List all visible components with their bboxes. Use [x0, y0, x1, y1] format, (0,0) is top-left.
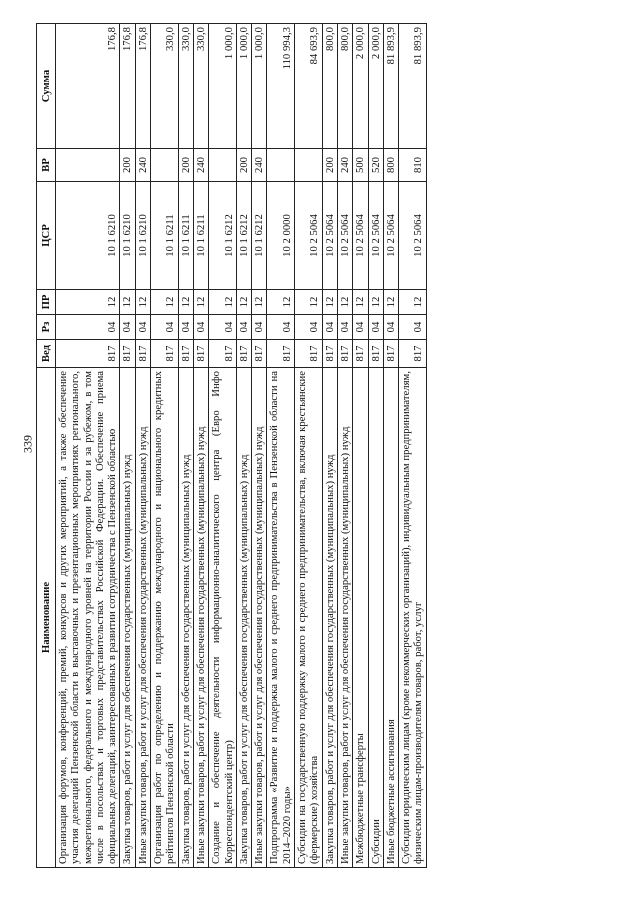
cell-csr: 10 1 6211	[178, 182, 193, 290]
rotated-table-container	[36, 24, 549, 868]
cell-csr: 10 2 5064	[368, 182, 383, 290]
table-row	[337, 24, 352, 868]
cell-vr	[209, 149, 237, 182]
cell-name: Организация форумов, конференций, премий, конкурсов и других мероприятий, а также обеспечение участия делегаций Пензенской области в выставочных и презентационных мероприятиях регионального, межрегионального, федерального и международного уровней на территории России и за рубежом, в том числе в посольствах и торговых представительствах Российской Федерации. Обеспечение приема официальных делегаций, заинтересованных в развитии сотрудничества с Пензенской областью	[56, 368, 120, 868]
table-row	[399, 24, 427, 868]
cell-vr	[267, 149, 295, 182]
cell-rz: 04	[295, 315, 323, 340]
cell-pr: 12	[193, 290, 208, 315]
cell-vr: 240	[135, 149, 150, 182]
cell-vr	[56, 149, 120, 182]
cell-sum: 81 893,9	[383, 24, 398, 149]
cell-vr: 500	[353, 149, 368, 182]
cell-name: Иные закупки товаров, работ и услуг для обеспечения государственных (муниципальных) нужд	[337, 368, 352, 868]
cell-pr: 12	[151, 290, 179, 315]
cell-ved: 817	[120, 340, 135, 368]
cell-sum: 110 994,3	[267, 24, 295, 149]
cell-name: Закупка товаров, работ и услуг для обеспечения государственных (муниципальных) нужд	[120, 368, 135, 868]
cell-pr: 12	[353, 290, 368, 315]
header-csr: ЦСР	[37, 182, 56, 290]
cell-sum: 1 000,0	[209, 24, 237, 149]
cell-vr	[151, 149, 179, 182]
cell-sum: 800,0	[322, 24, 337, 149]
cell-pr: 12	[56, 290, 120, 315]
cell-csr: 10 2 0000	[267, 182, 295, 290]
table-row	[295, 24, 323, 868]
cell-pr: 12	[337, 290, 352, 315]
cell-name: Иные закупки товаров, работ и услуг для обеспечения государственных (муниципальных) нужд	[135, 368, 150, 868]
table-row	[178, 24, 193, 868]
cell-ved: 817	[368, 340, 383, 368]
cell-pr: 12	[252, 290, 267, 315]
cell-sum: 800,0	[337, 24, 352, 149]
header-name: Наименование	[37, 368, 56, 868]
cell-pr: 12	[178, 290, 193, 315]
table-row	[252, 24, 267, 868]
cell-ved: 817	[178, 340, 193, 368]
cell-pr: 12	[399, 290, 427, 315]
cell-rz: 04	[252, 315, 267, 340]
cell-name: Иные закупки товаров, работ и услуг для обеспечения государственных (муниципальных) нужд	[193, 368, 208, 868]
cell-sum: 1 000,0	[252, 24, 267, 149]
header-row	[37, 24, 56, 868]
cell-ved: 817	[236, 340, 251, 368]
cell-name: Иные бюджетные ассигнования	[383, 368, 398, 868]
cell-name: Организация работ по определению и поддержанию международного и национального кредитных рейтингов Пензенской области	[151, 368, 179, 868]
cell-vr: 200	[236, 149, 251, 182]
cell-vr: 200	[322, 149, 337, 182]
cell-csr: 10 1 6212	[252, 182, 267, 290]
cell-csr: 10 2 5064	[295, 182, 323, 290]
table-row	[236, 24, 251, 868]
cell-pr: 12	[267, 290, 295, 315]
cell-vr: 240	[193, 149, 208, 182]
cell-rz: 04	[120, 315, 135, 340]
cell-pr: 12	[383, 290, 398, 315]
cell-csr: 10 1 6212	[236, 182, 251, 290]
cell-ved: 817	[135, 340, 150, 368]
cell-rz: 04	[383, 315, 398, 340]
cell-sum: 84 693,9	[295, 24, 323, 149]
cell-ved: 817	[252, 340, 267, 368]
cell-rz: 04	[151, 315, 179, 340]
cell-name: Межбюджетные трансферты	[353, 368, 368, 868]
cell-sum: 330,0	[151, 24, 179, 149]
cell-ved: 817	[193, 340, 208, 368]
cell-name: Закупка товаров, работ и услуг для обеспечения государственных (муниципальных) нужд	[236, 368, 251, 868]
header-vr: ВР	[37, 149, 56, 182]
cell-csr: 10 2 5064	[399, 182, 427, 290]
cell-csr: 10 2 5064	[322, 182, 337, 290]
cell-rz: 04	[209, 315, 237, 340]
table-row	[267, 24, 295, 868]
cell-sum: 330,0	[193, 24, 208, 149]
cell-csr: 10 1 6211	[193, 182, 208, 290]
table-row	[135, 24, 150, 868]
cell-rz: 04	[56, 315, 120, 340]
cell-sum: 2 000,0	[353, 24, 368, 149]
cell-csr: 10 2 5064	[337, 182, 352, 290]
cell-csr: 10 2 5064	[383, 182, 398, 290]
cell-csr: 10 2 5064	[353, 182, 368, 290]
cell-sum: 1 000,0	[236, 24, 251, 149]
cell-rz: 04	[135, 315, 150, 340]
header-ved: Вед	[37, 340, 56, 368]
cell-pr: 12	[236, 290, 251, 315]
cell-pr: 12	[209, 290, 237, 315]
table-row	[151, 24, 179, 868]
cell-pr: 12	[135, 290, 150, 315]
cell-ved: 817	[209, 340, 237, 368]
cell-ved: 817	[399, 340, 427, 368]
cell-csr: 10 1 6210	[135, 182, 150, 290]
cell-name: Подпрограмма «Развитие и поддержка малого и среднего предпринимательства в Пензенской области на 2014–2020 годы»	[267, 368, 295, 868]
table-row	[193, 24, 208, 868]
cell-vr: 240	[337, 149, 352, 182]
table-row	[322, 24, 337, 868]
cell-vr: 520	[368, 149, 383, 182]
cell-rz: 04	[178, 315, 193, 340]
cell-ved: 817	[337, 340, 352, 368]
cell-sum: 176,8	[56, 24, 120, 149]
cell-ved: 817	[383, 340, 398, 368]
cell-name: Закупка товаров, работ и услуг для обеспечения государственных (муниципальных) нужд	[178, 368, 193, 868]
table-row	[368, 24, 383, 868]
cell-ved: 817	[151, 340, 179, 368]
cell-sum: 176,8	[135, 24, 150, 149]
page-number: 339	[20, 435, 35, 453]
cell-rz: 04	[322, 315, 337, 340]
table-row	[209, 24, 237, 868]
cell-pr: 12	[120, 290, 135, 315]
cell-sum: 176,8	[120, 24, 135, 149]
table-row	[353, 24, 368, 868]
header-sum: Сумма	[37, 24, 56, 149]
cell-vr: 200	[120, 149, 135, 182]
cell-ved: 817	[56, 340, 120, 368]
cell-csr: 10 1 6210	[56, 182, 120, 290]
cell-vr: 200	[178, 149, 193, 182]
cell-csr: 10 1 6212	[209, 182, 237, 290]
cell-csr: 10 1 6211	[151, 182, 179, 290]
cell-name: Субсидии	[368, 368, 383, 868]
cell-ved: 817	[267, 340, 295, 368]
cell-rz: 04	[368, 315, 383, 340]
cell-rz: 04	[353, 315, 368, 340]
table-body	[56, 24, 427, 868]
cell-name: Субсидии на государственную поддержку малого и среднего предпринимательства, включая крестьянские (фермерские) хозяйства	[295, 368, 323, 868]
header-pr: ПР	[37, 290, 56, 315]
cell-name: Закупка товаров, работ и услуг для обеспечения государственных (муниципальных) нужд	[322, 368, 337, 868]
table-row	[120, 24, 135, 868]
cell-rz: 04	[236, 315, 251, 340]
cell-ved: 817	[353, 340, 368, 368]
cell-rz: 04	[267, 315, 295, 340]
cell-vr: 800	[383, 149, 398, 182]
cell-csr: 10 1 6210	[120, 182, 135, 290]
table-row	[56, 24, 120, 868]
cell-sum: 81 893,9	[399, 24, 427, 149]
cell-rz: 04	[399, 315, 427, 340]
cell-name: Иные закупки товаров, работ и услуг для обеспечения государственных (муниципальных) нужд	[252, 368, 267, 868]
cell-pr: 12	[322, 290, 337, 315]
budget-table	[36, 23, 427, 868]
cell-ved: 817	[295, 340, 323, 368]
cell-vr: 810	[399, 149, 427, 182]
cell-vr	[295, 149, 323, 182]
cell-sum: 330,0	[178, 24, 193, 149]
table-row	[383, 24, 398, 868]
cell-name: Создание и обеспечение деятельности информационно-аналитического центра (Евро Инфо Корреспондентский центр)	[209, 368, 237, 868]
cell-vr: 240	[252, 149, 267, 182]
header-rz: Рз	[37, 315, 56, 340]
cell-rz: 04	[193, 315, 208, 340]
cell-name: Субсидии юридическим лицам (кроме некоммерческих организаций), индивидуальным предпринимателям, физическим лицам-производителям товаров, работ, услуг	[399, 368, 427, 868]
cell-ved: 817	[322, 340, 337, 368]
cell-pr: 12	[295, 290, 323, 315]
cell-rz: 04	[337, 315, 352, 340]
cell-pr: 12	[368, 290, 383, 315]
cell-sum: 2 000,0	[368, 24, 383, 149]
